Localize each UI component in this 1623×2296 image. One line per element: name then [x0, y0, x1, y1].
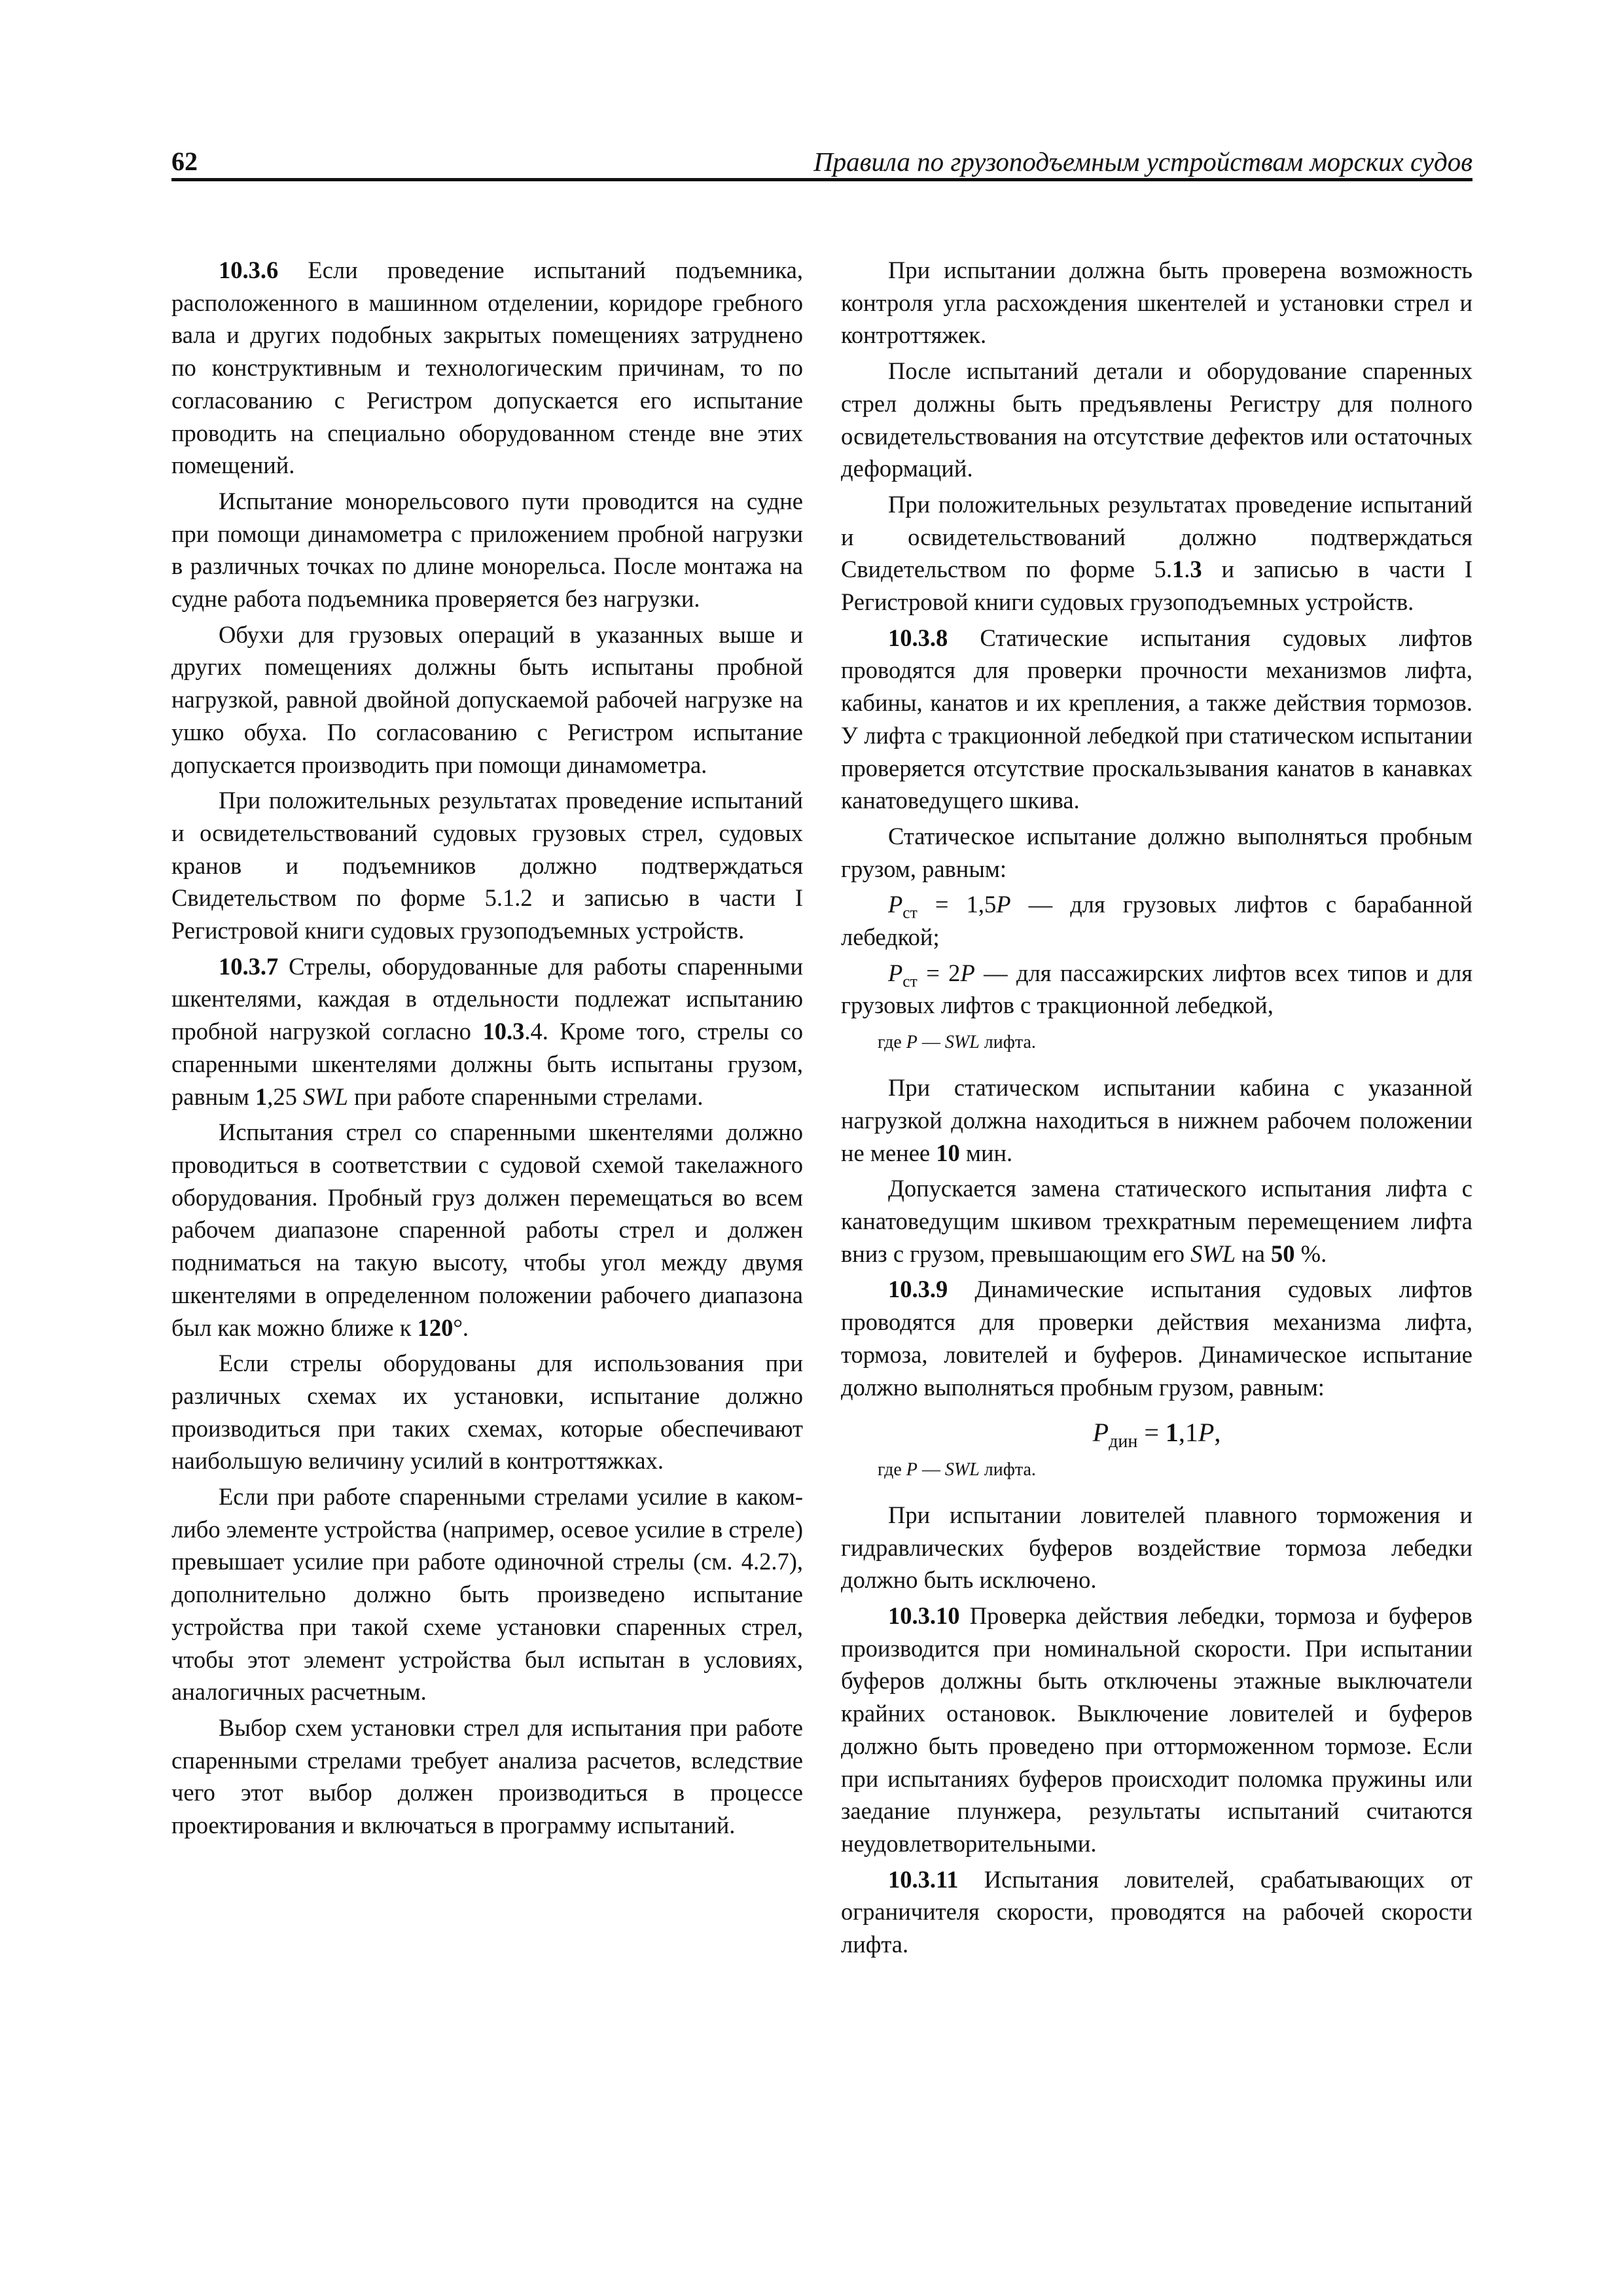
paragraph-text: .4. Кроме того, стрелы со спаренными шкентелями должны быть испытаны грузом, равным — [171, 1018, 803, 1110]
paragraph: Если при работе спаренными стрелами усилие в каком-либо элементе устройства (например, осевое усилие в стреле) превышает усилие при работе одиночной стрелы (см. 4.2.7), дополнительно должно быть произведено испытание устройства при такой схеме установки спаренных стрел, чтобы этот элемент устройства был испытан в условиях, аналогичных расчетным. — [171, 1483, 803, 1706]
paragraph: Статическое испытание должно выполняться пробным грузом, равным: — [841, 822, 1472, 882]
formula-text: = — [1137, 1418, 1166, 1448]
note-text: — — [917, 1459, 945, 1480]
paragraph-text: При положительных результатах проведение испытаний и освидетельствований должно подтверждаться Свидетельством по форме 5. — [841, 490, 1472, 583]
running-title: Правила по грузоподъемным устройствам морских судов — [813, 147, 1472, 177]
note-text: — — [917, 1032, 945, 1053]
paragraph: Выбор схем установки стрел для испытания при работе спаренными стрелами требует анализа расчетов, вследствие чего этот выбор должен производиться в процессе проектирования и включаться в программу испытаний. — [171, 1713, 803, 1839]
symbol: P — [960, 959, 975, 986]
section-10-3-8 — [841, 622, 1472, 817]
paragraph: Испытание монорельсового пути проводится на судне при помощи динамометра с приложением пробной нагрузки в различных точках по длине монорельса. После монтажа на судне работа подъемника проверяется без нагрузки. — [171, 487, 803, 613]
section-10-3-7 — [171, 950, 803, 1113]
paragraph-text: Если проведение испытаний подъемника, расположенного в машинном отделении, коридоре гребного вала и других подобных закрытых помещениях затруднено по конструктивным и технологическим причинам, то по согласованию с Регистром допускается его испытание проводить на специально оборудованном стенде вне этих помещений. — [171, 257, 803, 479]
right-column — [841, 254, 1472, 1964]
section-number: 10.3.9 — [888, 1276, 948, 1303]
section-number: 10.3.8 — [888, 624, 948, 651]
page-header — [171, 145, 1472, 181]
left-column — [171, 254, 803, 1845]
symbol: P — [888, 891, 903, 918]
paragraph-text: Испытания стрел со спаренными шкентелями должно проводиться в соответствии с судовой схемой такелажного оборудования. Пробный груз должен перемещаться во всем рабочем диапазоне спаренной работы стрел и должен подниматься на такую высоту, чтобы угол между двумя шкентелями в определенном положении рабочего диапазона был как можно ближе к — [171, 1119, 803, 1341]
swl-abbrev: SWL — [302, 1083, 348, 1110]
number: 1 — [1165, 1418, 1179, 1448]
paragraph-text: Динамические испытания судовых лифтов проводятся для проверки действия механизма лифта, тормоза, ловителей и буферов. Динамическое испытание должно выполняться пробным грузом, равным: — [841, 1276, 1472, 1401]
symbol: P — [888, 959, 903, 986]
paragraph-text: %. — [1294, 1240, 1327, 1267]
note-text: где — [878, 1032, 906, 1053]
paragraph-text: на — [1236, 1240, 1272, 1267]
paragraph: При положительных результатах проведение испытаний и освидетельствований судовых грузовых стрел, судовых кранов и подъемников должно подтверждаться Свидетельством по форме 5.1.2 и записью в части I Регистровой книги судовых грузоподъемных устройств. — [171, 787, 803, 944]
formula-text: = 1,5 — [917, 891, 997, 918]
section-10-3-11 — [841, 1863, 1472, 1961]
paragraph-text: Испытания ловителей, срабатывающих от ограничителя скорости, проводятся на рабочей скорости лифта. — [841, 1865, 1472, 1958]
paragraph-text: ,25 — [267, 1083, 303, 1110]
paragraph-text: при работе спаренными стрелами. — [348, 1083, 704, 1110]
paragraph-text: При статическом испытании кабина с указанной нагрузкой должна находиться в нижнем рабочем положении не менее — [841, 1074, 1472, 1166]
note-text: лифта. — [979, 1032, 1036, 1053]
number: 3 — [1190, 556, 1202, 583]
paragraph-text: Статические испытания судовых лифтов проводятся для проверки прочности механизмов лифта, кабины, канатов и их крепления, а также действия тормозов. У лифта с тракционной лебедкой при статическом испытании проверяется отсутствие проскальзывания канатов в канавках канатоведущего шкива. — [841, 624, 1472, 814]
page-number: 62 — [171, 147, 198, 176]
formula-static-2 — [841, 957, 1472, 1022]
section-number: 10.3.11 — [888, 1865, 959, 1893]
paragraph: Если стрелы оборудованы для использования при различных схемах их установки, испытание должно производиться при таких схемах, которые обеспечивают наибольшую величину усилий в контроттяжках. — [171, 1350, 803, 1475]
section-10-3-10 — [841, 1600, 1472, 1860]
swl-abbrev: SWL — [1190, 1240, 1236, 1267]
paragraph: При испытании ловителей плавного торможения и гидравлических буферов воздействие тормоза лебедки должно быть исключено. — [841, 1501, 1472, 1594]
subscript: дин — [1109, 1431, 1138, 1452]
symbol: P — [1092, 1418, 1109, 1448]
number: 10 — [936, 1139, 960, 1166]
formula-text: = 2 — [917, 959, 961, 986]
swl-abbrev: SWL — [944, 1459, 980, 1480]
paragraph-text: и записью в части I Регистровой книги судовых грузоподъемных устройств. — [841, 556, 1472, 616]
formula-text: — для грузовых лифтов с барабанной лебедкой; — [841, 891, 1472, 951]
paragraph — [841, 488, 1472, 619]
formula-text: , — [1214, 1418, 1221, 1448]
number: 1 — [1172, 556, 1185, 583]
subscript: ст — [902, 903, 918, 922]
number: 120 — [417, 1314, 454, 1341]
formula-note — [878, 1030, 1472, 1056]
number: 1 — [255, 1083, 268, 1110]
paragraph — [841, 1071, 1472, 1169]
symbol: P — [906, 1032, 918, 1053]
swl-abbrev: SWL — [944, 1032, 980, 1053]
formula-text: — для пассажирских лифтов всех типов и для грузовых лифтов с тракционной лебедкой, — [841, 959, 1473, 1019]
section-number: 10.3.6 — [219, 257, 279, 283]
paragraph-text: Проверка действия лебедки, тормоза и буферов производится при номинальной скорости. При испытании буферов должны быть отключены этажные выключатели крайних остановок. Выключение ловителей и буферов должно быть проведено при отторможенном тормозе. Если при испытаниях буферов происходит поломка пружины или заедание плунжера, результаты испытаний считаются неудовлетворительными. — [841, 1602, 1472, 1857]
paragraph: Обухи для грузовых операций в указанных выше и других помещениях должны быть испытаны пробной нагрузкой, равной двойной допускаемой рабочей нагрузке на ушко обуха. По согласованию с Регистром испытание допускается производить при помощи динамометра. — [171, 620, 803, 778]
formula-note — [878, 1457, 1472, 1483]
formula-dynamic — [841, 1416, 1472, 1452]
symbol: P — [906, 1459, 918, 1480]
subscript: ст — [902, 971, 918, 991]
paragraph-text: Допускается замена статического испытания лифта с канатоведущим шкивом трехкратным перемещением лифта вниз с грузом, превышающим его — [841, 1175, 1472, 1267]
section-number: 10.3.7 — [219, 952, 279, 980]
formula-text: ,1 — [1178, 1418, 1198, 1448]
note-text: где — [878, 1459, 906, 1480]
paragraph-text: °. — [453, 1314, 469, 1341]
paragraph: При испытании должна быть проверена возможность контроля угла расхождения шкентелей и установки стрел и контроттяжек. — [841, 257, 1472, 349]
paragraph — [841, 1172, 1472, 1270]
section-number: 10.3.10 — [888, 1602, 960, 1630]
symbol: P — [1198, 1418, 1215, 1448]
number: 50 — [1271, 1240, 1295, 1267]
reference: 10.3 — [482, 1018, 525, 1045]
paragraph — [171, 1116, 803, 1344]
paragraph: После испытаний детали и оборудование спаренных стрел должны быть предъявлены Регистру для полного освидетельствования на отсутствие дефектов или остаточных деформаций. — [841, 357, 1472, 482]
paragraph-text: . — [1184, 556, 1190, 583]
symbol: P — [996, 891, 1011, 918]
paragraph-text: мин. — [959, 1139, 1013, 1166]
formula-static-1 — [841, 888, 1472, 953]
section-10-3-6 — [171, 254, 803, 482]
note-text: лифта. — [979, 1459, 1036, 1480]
paragraph-text: Стрелы, оборудованные для работы спаренными шкентелями, каждая в отдельности подлежат испытанию пробной нагрузкой согласно — [171, 952, 803, 1045]
section-10-3-9 — [841, 1273, 1472, 1403]
